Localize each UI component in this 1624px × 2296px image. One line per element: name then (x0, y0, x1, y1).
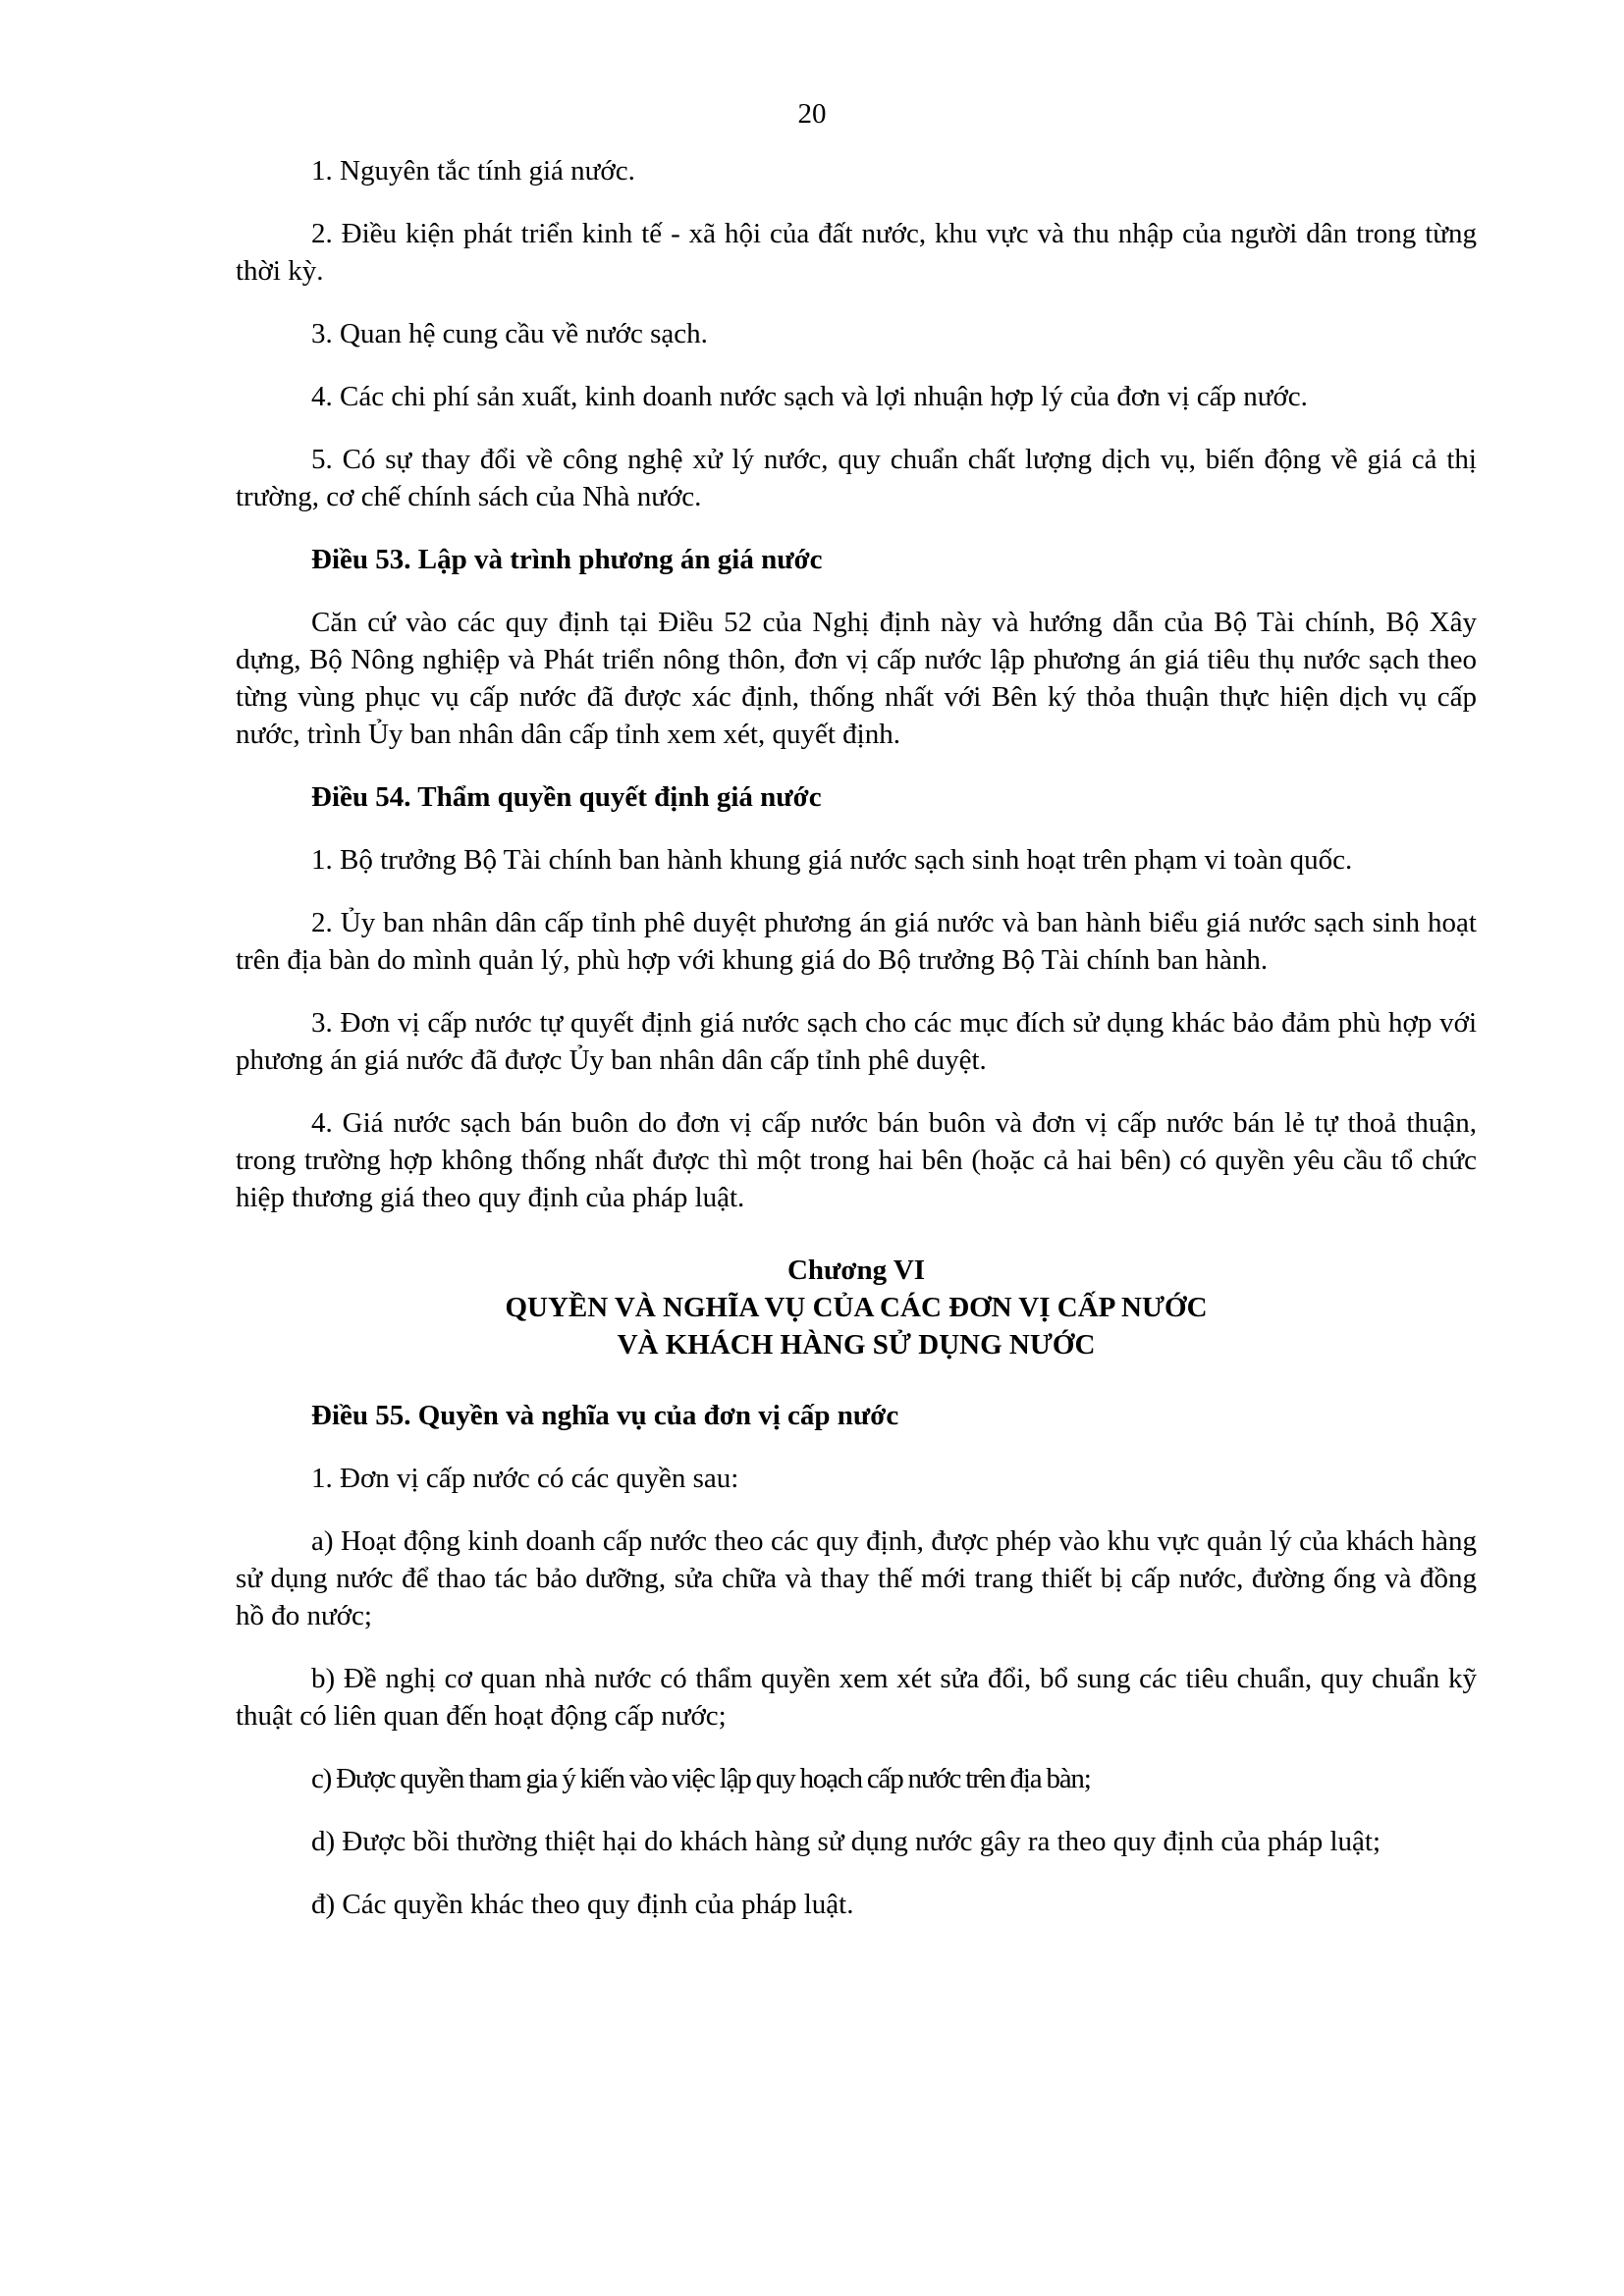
article-54-item: 4. Giá nước sạch bán buôn do đơn vị cấp nước bán buôn và đơn vị cấp nước bán lẻ tự thoả thuận, trong trường hợp không thống nhất được thì một trong hai bên (hoặc cả hai bên) có quyền yêu cầu tổ chức hiệp thương giá theo quy định của pháp luật. (236, 1107, 1477, 1213)
paragraph: 2. Điều kiện phát triển kinh tế - xã hội của đất nước, khu vực và thu nhập của người dân trong từng thời kỳ. (236, 218, 1477, 287)
page-number: 20 (797, 98, 827, 130)
document-body (236, 152, 1477, 1949)
article-54-title: Điều 54. Thẩm quyền quyết định giá nước (311, 781, 822, 813)
paragraph: 4. Các chi phí sản xuất, kinh doanh nước sạch và lợi nhuận hợp lý của đơn vị cấp nước. (311, 381, 1308, 412)
article-54-item: 1. Bộ trưởng Bộ Tài chính ban hành khung giá nước sạch sinh hoạt trên phạm vi toàn quốc. (311, 844, 1353, 876)
article-55-item: a) Hoạt động kinh doanh cấp nước theo các quy định, được phép vào khu vực quản lý của khách hàng sử dụng nước để thao tác bảo dưỡng, sửa chữa và thay thế mới trang thiết bị cấp nước, đường ống và đồng hồ đo nước; (236, 1525, 1477, 1631)
chapter-label: Chương VI (786, 1255, 926, 1286)
article-55-item: c) Được quyền tham gia ý kiến vào việc lập quy hoạch cấp nước trên địa bàn; (311, 1763, 1091, 1794)
article-55-title: Điều 55. Quyền và nghĩa vụ của đơn vị cấp nước (311, 1400, 899, 1431)
chapter-heading (236, 1252, 1477, 1363)
article-53-body: Căn cứ vào các quy định tại Điều 52 của Nghị định này và hướng dẫn của Bộ Tài chính, Bộ Xây dựng, Bộ Nông nghiệp và Phát triển nông thôn, đơn vị cấp nước lập phương án giá tiêu thụ nước sạch theo từng vùng phục vụ cấp nước đã được xác định, thống nhất với Bên ký thỏa thuận thực hiện dịch vụ cấp nước, trình Ủy ban nhân dân cấp tỉnh xem xét, quyết định. (236, 607, 1477, 750)
chapter-title-line-1: QUYỀN VÀ NGHĨA VỤ CỦA CÁC ĐƠN VỊ CẤP NƯỚC (505, 1292, 1208, 1323)
chapter-title-line-2: VÀ KHÁCH HÀNG SỬ DỤNG NƯỚC (617, 1329, 1096, 1361)
article-53-title: Điều 53. Lập và trình phương án giá nước (311, 544, 823, 575)
article-54-item: 3. Đơn vị cấp nước tự quyết định giá nước sạch cho các mục đích sử dụng khác bảo đảm phù hợp với phương án giá nước đã được Ủy ban nhân dân cấp tỉnh phê duyệt. (236, 1007, 1477, 1076)
paragraph: 3. Quan hệ cung cầu về nước sạch. (311, 318, 708, 349)
paragraph: 5. Có sự thay đổi về công nghệ xử lý nước, quy chuẩn chất lượng dịch vụ, biến động về giá cả thị trường, cơ chế chính sách của Nhà nước. (236, 444, 1477, 512)
paragraph: 1. Nguyên tắc tính giá nước. (311, 155, 635, 187)
article-55-intro: 1. Đơn vị cấp nước có các quyền sau: (311, 1463, 739, 1494)
article-55-item: đ) Các quyền khác theo quy định của pháp luật. (311, 1889, 854, 1920)
article-54-item: 2. Ủy ban nhân dân cấp tỉnh phê duyệt phương án giá nước và ban hành biểu giá nước sạch sinh hoạt trên địa bàn do mình quản lý, phù hợp với khung giá do Bộ trưởng Bộ Tài chính ban hành. (236, 907, 1477, 976)
article-55-item: d) Được bồi thường thiệt hại do khách hàng sử dụng nước gây ra theo quy định của pháp luật; (311, 1826, 1381, 1857)
article-55-item: b) Đề nghị cơ quan nhà nước có thẩm quyền xem xét sửa đổi, bổ sung các tiêu chuẩn, quy chuẩn kỹ thuật có liên quan đến hoạt động cấp nước; (236, 1663, 1477, 1732)
